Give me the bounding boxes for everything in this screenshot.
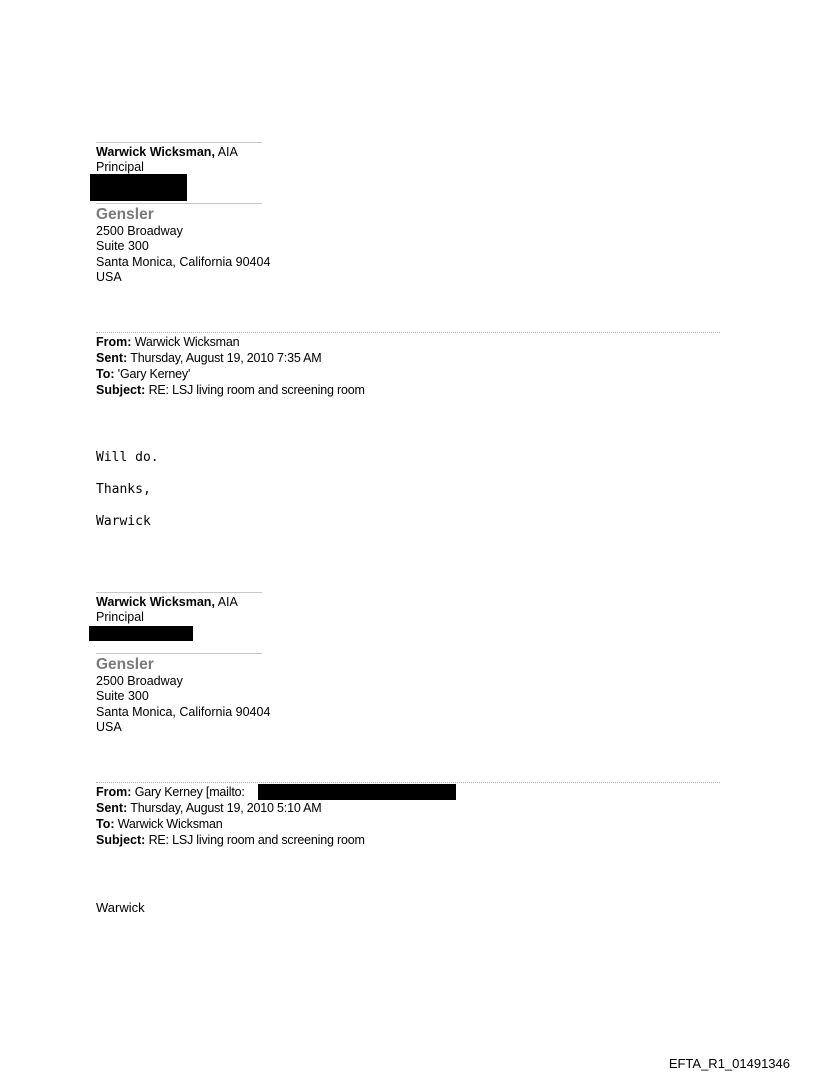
- signature-rule-top: [96, 142, 262, 143]
- company-name: Gensler: [96, 656, 154, 673]
- signature-credential: AIA: [214, 595, 238, 609]
- to-label: To:: [96, 817, 115, 831]
- address-line: Suite 300: [96, 239, 149, 253]
- company-name: Gensler: [96, 206, 154, 223]
- email-body-line: Warwick: [96, 514, 151, 529]
- email-from: [96, 784, 245, 800]
- email-to: [96, 816, 222, 832]
- signature-name: Warwick Wicksman,: [96, 595, 215, 609]
- sent-label: Sent:: [96, 801, 128, 815]
- email-from: [96, 334, 239, 350]
- email-header-rule: [96, 782, 720, 783]
- address-line: USA: [96, 720, 122, 734]
- from-value: Warwick Wicksman: [131, 335, 240, 349]
- from-value: Gary Kerney [mailto:: [131, 785, 245, 799]
- subject-label: Subject:: [96, 383, 146, 397]
- signature-rule-top: [96, 592, 262, 593]
- address-line: Suite 300: [96, 689, 149, 703]
- signature-name-line: [96, 145, 238, 160]
- sent-value: Thursday, August 19, 2010 7:35 AM: [127, 351, 322, 365]
- signature-name-line: [96, 595, 238, 610]
- subject-label: Subject:: [96, 833, 146, 847]
- sent-value: Thursday, August 19, 2010 5:10 AM: [127, 801, 322, 815]
- from-label: From:: [96, 335, 132, 349]
- signature-title: Principal: [96, 160, 144, 174]
- address-line: 2500 Broadway: [96, 674, 183, 688]
- email-subject: [96, 832, 365, 848]
- subject-value: RE: LSJ living room and screening room: [145, 383, 365, 397]
- signature-credential: AIA: [214, 145, 238, 159]
- from-label: From:: [96, 785, 132, 799]
- redaction-box: [90, 174, 187, 201]
- signature-title: Principal: [96, 610, 144, 624]
- email-body-line: Thanks,: [96, 482, 151, 497]
- sent-label: Sent:: [96, 351, 128, 365]
- signature-name: Warwick Wicksman,: [96, 145, 215, 159]
- email-body-line: Warwick: [96, 900, 145, 915]
- email-header-rule: [96, 332, 720, 333]
- email-sent: [96, 800, 322, 816]
- to-value: Warwick Wicksman: [114, 817, 223, 831]
- address-line: Santa Monica, California 90404: [96, 255, 271, 269]
- to-value: 'Gary Kerney': [114, 367, 191, 381]
- subject-value: RE: LSJ living room and screening room: [145, 833, 365, 847]
- to-label: To:: [96, 367, 115, 381]
- document-id: EFTA_R1_01491346: [668, 1056, 790, 1071]
- signature-rule-bottom: [96, 653, 262, 654]
- redaction-box: [258, 784, 456, 800]
- email-body-line: Will do.: [96, 450, 159, 465]
- signature-rule-bottom: [96, 203, 262, 204]
- email-to: [96, 366, 190, 382]
- address-line: USA: [96, 270, 122, 284]
- address-line: Santa Monica, California 90404: [96, 705, 271, 719]
- email-sent: [96, 350, 322, 366]
- address-line: 2500 Broadway: [96, 224, 183, 238]
- redaction-box: [89, 626, 193, 641]
- email-subject: [96, 382, 365, 398]
